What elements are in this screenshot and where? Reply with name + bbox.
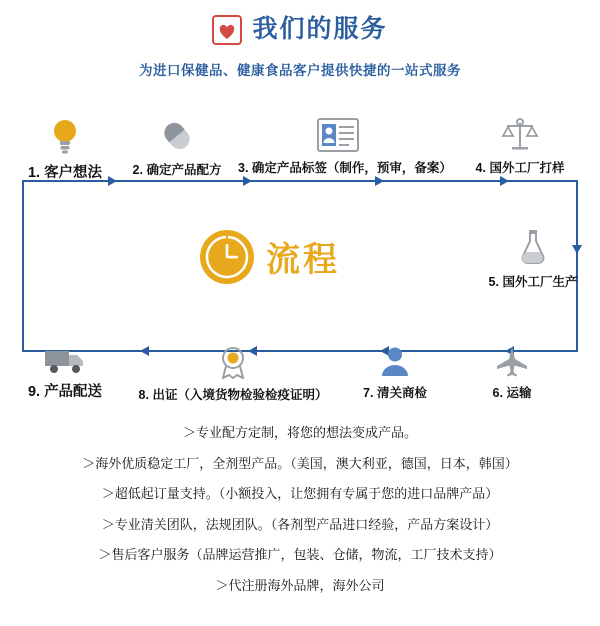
flow-node-6-label: 6. 运输 — [492, 386, 532, 400]
flow-node-4 — [450, 118, 590, 176]
flow-node-5-label: 5. 国外工厂生产 — [488, 275, 578, 289]
truck-icon — [0, 345, 130, 380]
flow-node-9-label: 9. 产品配送 — [27, 384, 103, 400]
flow-node-5 — [468, 228, 598, 290]
bullet-item: ＞专业配方定制，将您的想法变成产品。 — [182, 425, 417, 440]
flow-line-left — [22, 180, 24, 352]
flow-node-1-label: 1. 客户想法 — [27, 165, 103, 181]
person-icon — [330, 345, 460, 382]
flow-arrow-top-2 — [243, 176, 252, 186]
center-badge — [198, 228, 340, 291]
flask-icon — [468, 228, 598, 271]
heart-icon — [212, 15, 242, 45]
flow-node-2 — [112, 118, 242, 178]
clock-icon — [198, 228, 256, 291]
bullet-item: ＞海外优质稳定工厂，全剂型产品。（美国，澳大利亚，德国，日本，韩国） — [82, 455, 518, 471]
bullet-item: ＞超低起订量支持。（小额投入，让您拥有专属于您的进口品牌产品） — [101, 486, 499, 502]
flow-node-6 — [452, 345, 572, 401]
capsule-icon — [112, 118, 242, 159]
airplane-icon — [452, 345, 572, 382]
certificate-icon — [128, 345, 338, 384]
header — [0, 14, 600, 79]
bullet-item: ＞专业清关团队，法规团队。（各剂型产品进口经验，产品方案设计） — [101, 516, 499, 532]
flow-arrow-top-4 — [500, 176, 509, 186]
header-title-row — [212, 14, 387, 44]
flow-node-8-label: 8. 出证（入境货物检验检疫证明） — [138, 388, 328, 402]
flow-node-7 — [330, 345, 460, 401]
flow-node-2-label: 2. 确定产品配方 — [132, 163, 222, 177]
page-title: 我们的服务 — [252, 14, 388, 43]
flow-node-3-label: 3. 确定产品标签（制作，预审，备案） — [238, 161, 452, 175]
flow-node-8 — [128, 345, 338, 403]
flow-node-4-label: 4. 国外工厂打样 — [475, 161, 565, 175]
bullet-item: ＞售后客户服务（品牌运营推广，包装、仓储，物流，工厂技术支持） — [98, 547, 502, 563]
flow-node-7-label: 7. 清关商检 — [363, 386, 427, 400]
center-label: 流程 — [266, 240, 340, 279]
page-subtitle: 为进口保健品、健康食品客户提供快捷的一站式服务 — [139, 63, 461, 78]
label-card-icon — [238, 118, 438, 157]
flow-arrow-top-3 — [375, 176, 384, 186]
flow-node-9 — [0, 345, 130, 401]
service-bullets — [0, 424, 600, 607]
flow-diagram — [0, 100, 600, 410]
flow-node-1 — [0, 116, 130, 182]
flow-node-3 — [238, 118, 452, 176]
bullet-item: ＞代注册海外品牌，海外公司 — [215, 577, 385, 593]
scale-icon — [450, 118, 590, 157]
lightbulb-icon — [0, 116, 130, 161]
